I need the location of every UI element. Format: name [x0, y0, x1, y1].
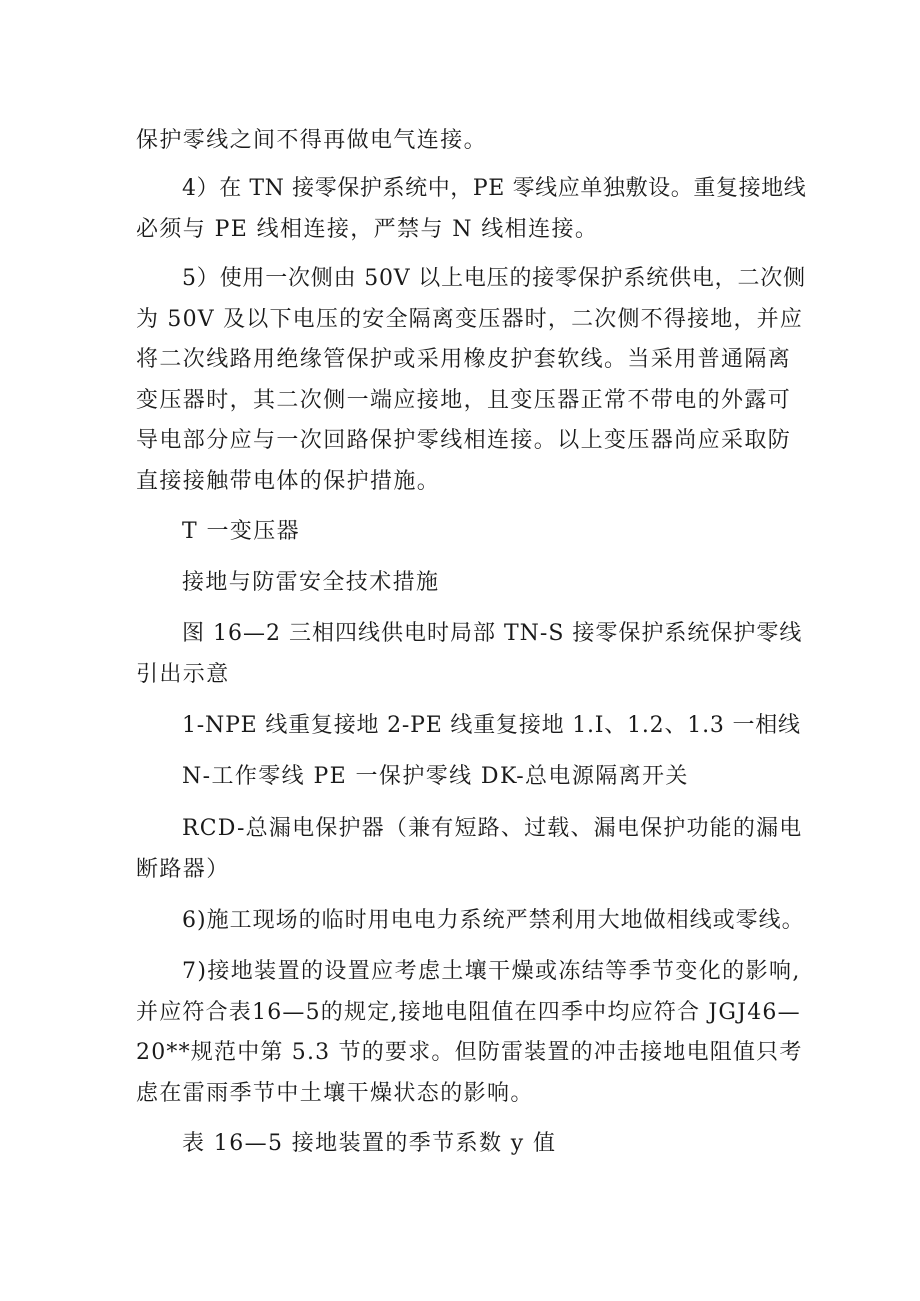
paragraph-line: 4）在 TN 接零保护系统中，PE 零线应单独敷设。重复接地线	[182, 176, 807, 201]
paragraph-line: 7)接地装置的设置应考虑土壤干燥或冻结等季节变化的影响,	[182, 959, 801, 984]
paragraph-line: 为 50V 及以下电压的安全隔离变压器时，二次侧不得接地，并应	[136, 307, 804, 332]
paragraph-line: 并应符合表16—5的规定,接地电阻值在四季中均应符合 JGJ46—	[136, 1000, 801, 1025]
table-caption: 表 16—5 接地装置的季节系数 y 值	[182, 1131, 557, 1156]
legend-line: N-工作零线 PE 一保护零线 DK-总电源隔离开关	[182, 764, 689, 789]
section-heading: 接地与防雷安全技术措施	[182, 570, 440, 595]
paragraph-line: 虑在雷雨季节中土壤干燥状态的影响。	[136, 1081, 534, 1106]
paragraph-line: T 一变压器	[182, 519, 301, 544]
paragraph-line: 5）使用一次侧由 50V 以上电压的接零保护系统供电，二次侧	[182, 266, 806, 291]
legend-line: 1-NPE 线重复接地 2-PE 线重复接地 1.I、1.2、1.3 一相线	[182, 713, 801, 738]
paragraph-line: 保护零线之间不得再做电气连接。	[136, 128, 488, 153]
paragraph-line: 直接接触带电体的保护措施。	[136, 469, 441, 494]
paragraph-line: 将二次线路用绝缘管保护或采用橡皮护套软线。当采用普通隔离	[136, 347, 792, 372]
paragraph-line: 变压器时，其二次侧一端应接地，且变压器正常不带电的外露可	[136, 388, 792, 413]
paragraph-line: 导电部分应与一次回路保护零线相连接。以上变压器尚应采取防	[136, 428, 792, 453]
legend-line: RCD-总漏电保护器（兼有短路、过载、漏电保护功能的漏电	[182, 816, 803, 841]
paragraph-line: 必须与 PE 线相连接，严禁与 N 线相连接。	[136, 217, 599, 242]
figure-caption-line: 引出示意	[136, 662, 230, 687]
legend-line: 断路器）	[136, 857, 230, 882]
figure-caption-line: 图 16—2 三相四线供电时局部 TN-S 接零保护系统保护零线	[182, 621, 803, 646]
paragraph-line: 20**规范中第 5.3 节的要求。但防雷装置的冲击接地电阻值只考	[136, 1040, 803, 1065]
paragraph-line: 6)施工现场的临时用电电力系统严禁利用大地做相线或零线。	[182, 908, 805, 933]
